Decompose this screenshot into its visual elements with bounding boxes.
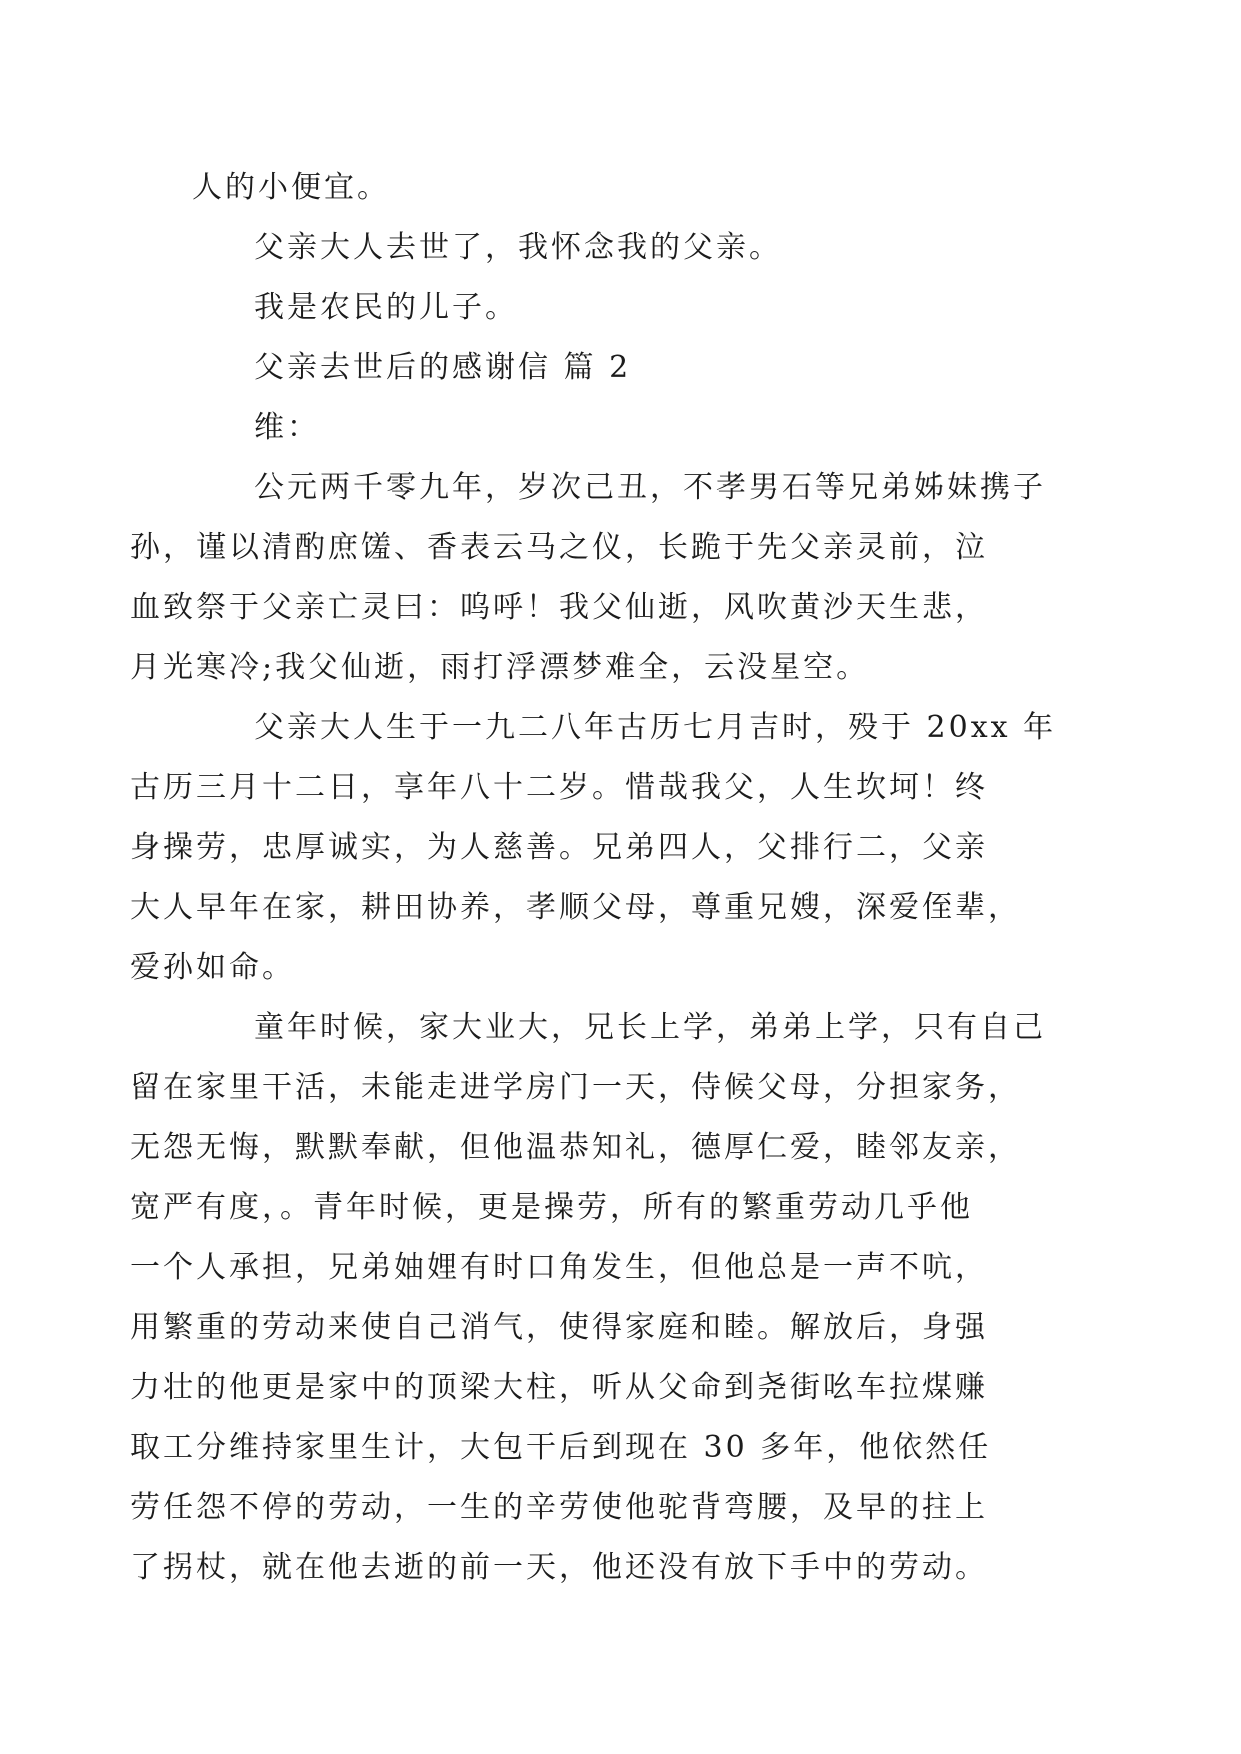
text-line: 宽严有度，。青年时候，更是操劳，所有的繁重劳动几乎他 [130,1190,973,1225]
paragraph [192,158,1072,218]
paragraph [192,278,1072,338]
text-line: 取工分维持家里生计，大包干后到现在 30 多年，他依然任 [130,1430,992,1465]
document-body [130,158,1072,1598]
heading-text: 父亲去世后的感谢信 篇 2 [254,350,632,385]
text-line: 公元两千零九年，岁次己丑，不孝男石等兄弟姊妹携子 [254,470,1046,505]
text-line: 父亲大人去世了，我怀念我的父亲。 [254,230,782,265]
paragraph [192,398,1072,458]
text-line: 无怨无悔，默默奉献，但他温恭知礼，德厚仁爱，睦邻友亲， [130,1130,1021,1165]
paragraph [130,458,1072,698]
text-line: 劳任怨不停的劳动，一生的辛劳使他驼背弯腰，及早的拄上 [130,1490,988,1525]
text-line: 童年时候，家大业大，兄长上学，弟弟上学，只有自己 [254,1010,1046,1045]
text-line: 父亲大人生于一九二八年古历七月吉时，殁于 20xx 年 [254,710,1057,745]
paragraph [130,698,1072,998]
text-line: 血致祭于父亲亡灵曰：呜呼！我父仙逝，风吹黄沙天生悲， [130,590,988,625]
text-line: 维： [254,410,320,445]
text-line: 我是农民的儿子。 [254,290,518,325]
text-line: 古历三月十二日，享年八十二岁。惜哉我父，人生坎坷！终 [130,770,988,805]
section-heading [192,338,1072,398]
text-line: 身操劳，忠厚诚实，为人慈善。兄弟四人，父排行二，父亲 [130,830,988,865]
text-line: 力壮的他更是家中的顶梁大柱，听从父命到尧街吆车拉煤赚 [130,1370,988,1405]
text-line: 人的小便宜。 [192,170,390,205]
text-line: 一个人承担，兄弟妯娌有时口角发生，但他总是一声不吭， [130,1250,988,1285]
paragraph [192,218,1072,278]
text-line: 留在家里干活，未能走进学房门一天，侍候父母，分担家务， [130,1070,1021,1105]
text-line: 用繁重的劳动来使自己消气，使得家庭和睦。解放后，身强 [130,1310,988,1345]
paragraph [130,998,1072,1598]
text-line: 孙，谨以清酌庶馐、香表云马之仪，长跪于先父亲灵前，泣 [130,530,988,565]
text-line: 大人早年在家，耕田协养，孝顺父母，尊重兄嫂，深爱侄辈， [130,890,1021,925]
text-line: 爱孙如命。 [130,950,295,985]
text-line: 月光寒冷;我父仙逝，雨打浮漂梦难全，云没星空。 [130,650,870,685]
text-line: 了拐杖，就在他去逝的前一天，他还没有放下手中的劳动。 [130,1550,988,1585]
